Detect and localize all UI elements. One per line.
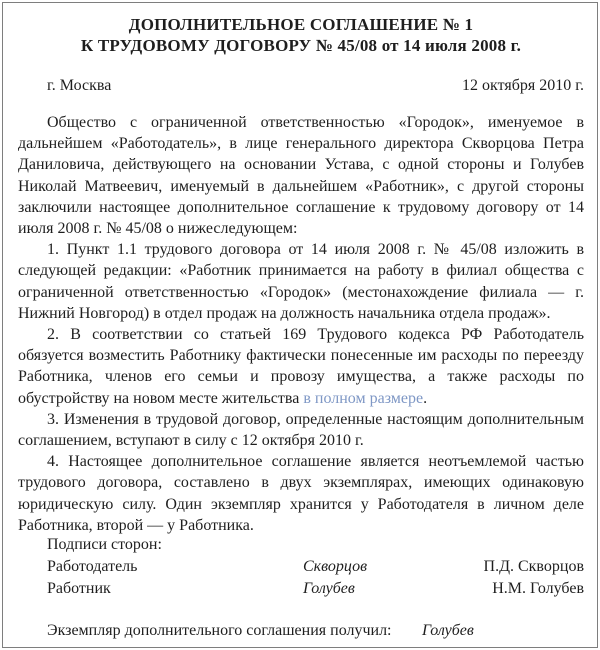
document-body bbox=[18, 112, 584, 536]
signature-row-employer bbox=[47, 556, 584, 578]
signature-row-employee bbox=[47, 578, 584, 600]
place-date-row bbox=[18, 76, 584, 96]
title-line-2: К ТРУДОВОМУ ДОГОВОРУ № 45/08 от 14 июля 2008 г. bbox=[80, 36, 522, 55]
document-title bbox=[18, 14, 584, 56]
place-city: г. Москва bbox=[47, 77, 112, 94]
signatures-heading: Подписи сторон: bbox=[47, 536, 162, 553]
receipt-signature: Голубев bbox=[422, 622, 474, 639]
receipt-label: Экземпляр дополнительного соглашения получил: bbox=[47, 622, 392, 639]
signature-role-employee: Работник bbox=[47, 580, 111, 597]
clause-3: 3. Изменения в трудовой договор, определенные настоящим дополнительным соглашением, вступают в силу с 12 октября 2010 г. bbox=[18, 410, 584, 450]
signature-name-employer: П.Д. Скворцов bbox=[483, 558, 584, 575]
clause-4: 4. Настоящее дополнительное соглашение является неотъемлемой частью трудового договора, составлено в двух экземплярах, имеющих одинаковую юридическую силу. Один экземпляр хранится у Работодателя в личном деле Работника, второй — у Работника. bbox=[18, 453, 584, 534]
preamble-paragraph: Общество с ограниченной ответственностью «Городок», именуемое в дальнейшем «Работодатель», в лице генерального директора Скворцова Петра Даниловича, действующего на основании Устава, с одной стороны и Голубев Николай Матвеевич, именуемый в дальнейшем «Работник», с другой стороны заключили настоящее дополнительное соглашение к трудовому договору от 14 июля 2008 г. № 45/08 о нижеследующем: bbox=[18, 114, 584, 238]
signature-name-employee: Н.М. Голубев bbox=[492, 580, 584, 597]
clause-2-text-before: 2. В соответствии со статьей 169 Трудового кодекса РФ Работодатель обязуется возместить Работнику фактически понесенные им расходы по переезду Работника, членов его семьи и провозу имущества, а также расходы по обустройству на новом месте жительства bbox=[18, 326, 584, 407]
clause-2-text-after: . bbox=[423, 389, 428, 407]
receipt-row bbox=[47, 620, 584, 642]
clause-2-highlight-link[interactable]: в полном размере bbox=[303, 389, 424, 407]
document-date: 12 октября 2010 г. bbox=[462, 77, 584, 94]
document-content bbox=[18, 0, 584, 650]
signature-handwriting-employer: Скворцов bbox=[303, 558, 368, 575]
signature-handwriting-employee: Голубев bbox=[303, 580, 355, 597]
clause-2 bbox=[18, 324, 584, 409]
signatures-block bbox=[47, 534, 584, 642]
signature-role-employer: Работодатель bbox=[47, 558, 138, 575]
title-line-1: ДОПОЛНИТЕЛЬНОЕ СОГЛАШЕНИЕ № 1 bbox=[128, 15, 474, 34]
clause-1: 1. Пункт 1.1 трудового договора от 14 июля 2008 г. № 45/08 изложить в следующей редакции: «Работник принимается на работу в филиал общества с ограниченной ответственностью «Городок» (местонахождение филиала — г. Нижний Новгород) в отдел продаж на должность начальника отдела продаж». bbox=[18, 241, 584, 322]
